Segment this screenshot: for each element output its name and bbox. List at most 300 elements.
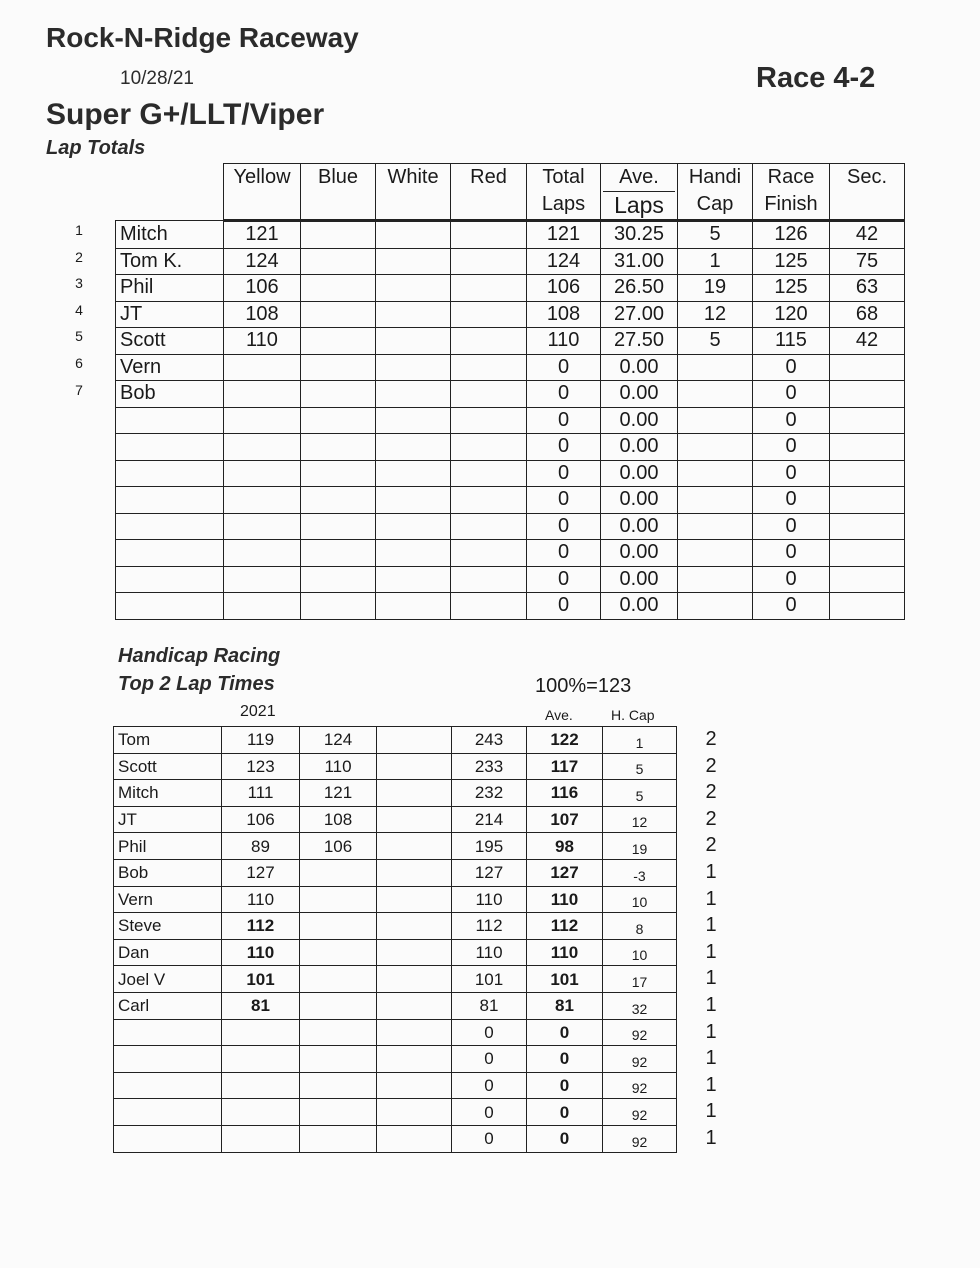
cell-total-laps: 110: [527, 328, 601, 355]
cell-average: 0: [527, 1019, 603, 1046]
cell-lap-2: 124: [300, 727, 377, 754]
cell-driver: Carl: [114, 992, 222, 1019]
cell-driver: [114, 1019, 222, 1046]
cell-yellow: [224, 381, 301, 408]
row-number: 4: [75, 301, 83, 318]
cell-yellow: [224, 407, 301, 434]
cell-sec: [830, 593, 905, 620]
cell-handicap: [678, 487, 753, 514]
cell-lap-3: [377, 1019, 452, 1046]
class-name: Super G+/LLT/Viper: [46, 98, 325, 131]
cell-average: 112: [527, 913, 603, 940]
cell-lap-1: 127: [222, 859, 300, 886]
cell-yellow: [224, 487, 301, 514]
cell-hcap: 92: [603, 1019, 677, 1046]
cell-yellow: [224, 593, 301, 620]
lap-totals-row: [116, 460, 905, 487]
cell-blue: [301, 248, 376, 275]
cell-blue: [301, 434, 376, 461]
cell-white: [376, 381, 451, 408]
cell-lap-1: [222, 1125, 300, 1152]
cell-total-laps: 0: [527, 354, 601, 381]
lap-totals-row: [116, 593, 905, 620]
cell-blue: [301, 275, 376, 302]
cell-lap-3: [377, 939, 452, 966]
cell-average: 116: [527, 780, 603, 807]
cell-blue: [301, 354, 376, 381]
cell-driver: [116, 540, 224, 567]
cell-driver: Phil: [114, 833, 222, 860]
handicap-row: [114, 1125, 677, 1152]
cell-race-finish: 0: [753, 460, 830, 487]
cell-driver: [114, 1072, 222, 1099]
cell-red: [451, 275, 527, 302]
cell-yellow: [224, 354, 301, 381]
cell-sec: [830, 487, 905, 514]
cell-driver: Phil: [116, 275, 224, 302]
cell-lap-2: 110: [300, 753, 377, 780]
cell-ave-laps: 0.00: [601, 513, 678, 540]
lap-totals-row: [116, 487, 905, 514]
cell-handicap: [678, 513, 753, 540]
cell-lap-1: [222, 1046, 300, 1073]
lap-count: 1: [705, 994, 717, 1016]
cell-handicap: 5: [678, 221, 753, 249]
cell-hcap: 17: [603, 966, 677, 993]
cell-driver: Mitch: [116, 221, 224, 249]
cell-hcap: 32: [603, 992, 677, 1019]
cell-white: [376, 566, 451, 593]
handicap-row: [114, 939, 677, 966]
cell-lap-3: [377, 753, 452, 780]
cell-sec: 63: [830, 275, 905, 302]
cell-average: 0: [527, 1046, 603, 1073]
cell-ave-laps: 0.00: [601, 593, 678, 620]
cell-yellow: 108: [224, 301, 301, 328]
cell-total-laps: 0: [527, 566, 601, 593]
col-total-laps-label: Laps: [541, 193, 586, 215]
cell-lap-3: [377, 1125, 452, 1152]
cell-total-laps: 0: [527, 593, 601, 620]
cell-hcap: 5: [603, 780, 677, 807]
cell-blue: [301, 513, 376, 540]
page-title: Rock-N-Ridge Raceway: [46, 22, 359, 53]
col-blue: Blue: [301, 164, 376, 221]
cell-yellow: [224, 434, 301, 461]
cell-driver: [116, 566, 224, 593]
cell-ave-laps: 27.50: [601, 328, 678, 355]
cell-red: [451, 513, 527, 540]
cell-driver: Bob: [114, 859, 222, 886]
cell-hcap: 92: [603, 1072, 677, 1099]
cell-ave-laps: 0.00: [601, 460, 678, 487]
lap-totals-row: [116, 540, 905, 567]
col-cap-label: Cap: [696, 193, 734, 215]
lap-totals-row: [116, 407, 905, 434]
cell-lap-2: [300, 1099, 377, 1126]
cell-yellow: 124: [224, 248, 301, 275]
lap-totals-row: [116, 566, 905, 593]
cell-lap-2: [300, 886, 377, 913]
cell-driver: JT: [116, 301, 224, 328]
lap-totals-row: [116, 301, 905, 328]
cell-ave-laps: 0.00: [601, 487, 678, 514]
cell-ave-laps: 0.00: [601, 540, 678, 567]
cell-average: 0: [527, 1125, 603, 1152]
cell-total-laps: 121: [527, 221, 601, 249]
cell-driver: [114, 1099, 222, 1126]
cell-lap-3: [377, 1046, 452, 1073]
col-total-laps: [527, 164, 601, 221]
cell-lap-1: [222, 1072, 300, 1099]
cell-race-finish: 126: [753, 221, 830, 249]
cell-race-finish: 0: [753, 381, 830, 408]
race-number: Race 4-2: [756, 62, 876, 94]
cell-ave-laps: 0.00: [601, 381, 678, 408]
cell-lap-2: [300, 1019, 377, 1046]
cell-sum: 110: [452, 939, 527, 966]
cell-blue: [301, 593, 376, 620]
cell-handicap: 1: [678, 248, 753, 275]
cell-driver: [116, 434, 224, 461]
cell-ave-laps: 0.00: [601, 566, 678, 593]
cell-white: [376, 513, 451, 540]
cell-total-laps: 106: [527, 275, 601, 302]
cell-red: [451, 354, 527, 381]
year-label: 2021: [240, 703, 276, 720]
cell-yellow: 110: [224, 328, 301, 355]
cell-lap-2: [300, 939, 377, 966]
col-handi-label: Handi: [688, 166, 742, 188]
race-date: 10/28/21: [120, 68, 194, 89]
cell-average: 0: [527, 1072, 603, 1099]
cell-handicap: [678, 460, 753, 487]
cell-average: 81: [527, 992, 603, 1019]
handicap-row: [114, 833, 677, 860]
cell-sec: [830, 460, 905, 487]
lap-totals-row: [116, 248, 905, 275]
row-number: 7: [75, 381, 83, 398]
cell-driver: [116, 513, 224, 540]
cell-lap-3: [377, 913, 452, 940]
cell-yellow: 121: [224, 221, 301, 249]
cell-race-finish: 125: [753, 248, 830, 275]
col-ave-laps-label: Laps: [614, 192, 664, 218]
cell-white: [376, 221, 451, 249]
cell-total-laps: 0: [527, 434, 601, 461]
cell-sec: [830, 540, 905, 567]
cell-handicap: [678, 540, 753, 567]
cell-driver: Vern: [114, 886, 222, 913]
col-sec: Sec.: [830, 164, 905, 221]
cell-handicap: [678, 381, 753, 408]
cell-sum: 110: [452, 886, 527, 913]
lap-count: 1: [705, 967, 717, 990]
cell-lap-1: 89: [222, 833, 300, 860]
cell-sum: 233: [452, 753, 527, 780]
cell-hcap: 92: [603, 1046, 677, 1073]
cell-sum: 0: [452, 1046, 527, 1073]
cell-driver: [116, 487, 224, 514]
lap-count: 2: [705, 807, 717, 830]
cell-hcap: 19: [603, 833, 677, 860]
cell-lap-1: 106: [222, 806, 300, 833]
lap-totals-row: [116, 513, 905, 540]
cell-sum: 81: [452, 992, 527, 1019]
cell-race-finish: 0: [753, 487, 830, 514]
cell-sum: 0: [452, 1019, 527, 1046]
cell-driver: Joel V: [114, 966, 222, 993]
cell-hcap: 5: [603, 753, 677, 780]
cell-red: [451, 540, 527, 567]
cell-average: 107: [527, 806, 603, 833]
cell-red: [451, 434, 527, 461]
cell-yellow: [224, 540, 301, 567]
section-title-handicap: Handicap Racing: [118, 645, 281, 667]
cell-handicap: 12: [678, 301, 753, 328]
cell-average: 127: [527, 859, 603, 886]
cell-blue: [301, 487, 376, 514]
cell-lap-2: [300, 913, 377, 940]
cell-average: 0: [527, 1099, 603, 1126]
cell-ave-laps: 0.00: [601, 354, 678, 381]
cell-white: [376, 301, 451, 328]
lap-count: 1: [705, 861, 717, 883]
cell-sec: [830, 407, 905, 434]
cell-driver: Tom K.: [116, 248, 224, 275]
cell-average: 122: [527, 727, 603, 754]
handicap-row: [114, 992, 677, 1019]
cell-lap-2: 106: [300, 833, 377, 860]
col-finish-label: Finish: [764, 193, 818, 215]
cell-sum: 0: [452, 1099, 527, 1126]
header-blank: [116, 164, 224, 221]
cell-lap-2: [300, 859, 377, 886]
col-total-label: Total: [542, 166, 585, 188]
section-title-lap-totals: Lap Totals: [46, 137, 146, 159]
cell-driver: [116, 593, 224, 620]
lap-totals-row: [116, 328, 905, 355]
cell-average: 117: [527, 753, 603, 780]
col-red: Red: [451, 164, 527, 221]
handicap-row: [114, 727, 677, 754]
col-ave-laps: [601, 164, 678, 221]
cell-ave-laps: 0.00: [601, 407, 678, 434]
handicap-row: [114, 966, 677, 993]
cell-lap-1: 101: [222, 966, 300, 993]
cell-lap-1: 112: [222, 913, 300, 940]
cell-ave-laps: 0.00: [601, 434, 678, 461]
cell-driver: Mitch: [114, 780, 222, 807]
cell-sec: [830, 513, 905, 540]
hcap-label: H. Cap: [611, 707, 655, 723]
cell-red: [451, 593, 527, 620]
cell-hcap: 12: [603, 806, 677, 833]
cell-average: 110: [527, 886, 603, 913]
cell-race-finish: 115: [753, 328, 830, 355]
lap-totals-row: [116, 434, 905, 461]
lap-totals-row: [116, 221, 905, 249]
handicap-row: [114, 780, 677, 807]
cell-average: 110: [527, 939, 603, 966]
lap-totals-table: [115, 163, 905, 620]
cell-red: [451, 381, 527, 408]
cell-sec: 42: [830, 221, 905, 249]
handicap-row: [114, 753, 677, 780]
cell-lap-2: [300, 966, 377, 993]
cell-lap-3: [377, 806, 452, 833]
cell-sec: [830, 354, 905, 381]
ave-label: Ave.: [545, 707, 573, 723]
cell-total-laps: 0: [527, 407, 601, 434]
cell-white: [376, 248, 451, 275]
cell-driver: Tom: [114, 727, 222, 754]
cell-lap-2: [300, 1046, 377, 1073]
cell-lap-2: 108: [300, 806, 377, 833]
cell-total-laps: 0: [527, 540, 601, 567]
cell-ave-laps: 30.25: [601, 221, 678, 249]
cell-driver: [114, 1046, 222, 1073]
col-race-label: Race: [767, 166, 815, 188]
cell-lap-1: [222, 1019, 300, 1046]
cell-red: [451, 407, 527, 434]
cell-driver: Bob: [116, 381, 224, 408]
cell-ave-laps: 26.50: [601, 275, 678, 302]
cell-race-finish: 0: [753, 540, 830, 567]
col-yellow: Yellow: [224, 164, 301, 221]
lap-totals-row: [116, 354, 905, 381]
cell-lap-3: [377, 1072, 452, 1099]
cell-lap-2: [300, 992, 377, 1019]
cell-red: [451, 301, 527, 328]
cell-lap-1: 119: [222, 727, 300, 754]
row-number: 2: [75, 248, 83, 265]
cell-handicap: [678, 354, 753, 381]
cell-red: [451, 248, 527, 275]
cell-sum: 0: [452, 1125, 527, 1152]
cell-race-finish: 0: [753, 434, 830, 461]
cell-red: [451, 328, 527, 355]
handicap-row: [114, 859, 677, 886]
cell-driver: Steve: [114, 913, 222, 940]
cell-red: [451, 460, 527, 487]
cell-white: [376, 275, 451, 302]
cell-white: [376, 593, 451, 620]
lap-count: 1: [705, 914, 717, 937]
cell-white: [376, 487, 451, 514]
cell-driver: [116, 407, 224, 434]
cell-lap-3: [377, 886, 452, 913]
cell-sum: 243: [452, 727, 527, 754]
cell-average: 101: [527, 966, 603, 993]
cell-lap-3: [377, 992, 452, 1019]
cell-handicap: [678, 407, 753, 434]
lap-totals-header-row: [116, 164, 905, 221]
cell-sum: 214: [452, 806, 527, 833]
cell-race-finish: 125: [753, 275, 830, 302]
cell-average: 98: [527, 833, 603, 860]
cell-driver: Scott: [116, 328, 224, 355]
cell-lap-1: [222, 1099, 300, 1126]
lap-count: 1: [705, 1127, 717, 1149]
cell-hcap: 10: [603, 939, 677, 966]
cell-red: [451, 487, 527, 514]
cell-yellow: [224, 460, 301, 487]
cell-race-finish: 0: [753, 354, 830, 381]
cell-sum: 232: [452, 780, 527, 807]
cell-hcap: 10: [603, 886, 677, 913]
cell-total-laps: 0: [527, 460, 601, 487]
lap-count: 2: [705, 834, 717, 857]
cell-lap-1: 110: [222, 886, 300, 913]
cell-handicap: [678, 434, 753, 461]
cell-total-laps: 0: [527, 513, 601, 540]
section-subtitle-top2: Top 2 Lap Times: [118, 673, 275, 695]
handicap-row: [114, 886, 677, 913]
row-number: 6: [75, 355, 83, 371]
cell-handicap: 19: [678, 275, 753, 302]
cell-race-finish: 120: [753, 301, 830, 328]
cell-race-finish: 0: [753, 407, 830, 434]
cell-sum: 195: [452, 833, 527, 860]
cell-lap-3: [377, 966, 452, 993]
cell-lap-3: [377, 859, 452, 886]
lap-count: 1: [705, 1073, 717, 1096]
cell-white: [376, 460, 451, 487]
cell-driver: [116, 460, 224, 487]
cell-white: [376, 434, 451, 461]
handicap-row: [114, 913, 677, 940]
cell-blue: [301, 328, 376, 355]
cell-lap-3: [377, 727, 452, 754]
cell-handicap: [678, 593, 753, 620]
cell-driver: Scott: [114, 753, 222, 780]
cell-hcap: 92: [603, 1099, 677, 1126]
handicap-table: [113, 726, 677, 1153]
cell-handicap: [678, 566, 753, 593]
cell-lap-2: [300, 1072, 377, 1099]
cell-red: [451, 221, 527, 249]
lap-count: 2: [705, 781, 717, 804]
cell-sec: 68: [830, 301, 905, 328]
cell-sum: 101: [452, 966, 527, 993]
cell-blue: [301, 301, 376, 328]
col-race-finish: [753, 164, 830, 221]
lap-count: 1: [705, 1047, 717, 1070]
cell-race-finish: 0: [753, 513, 830, 540]
cell-lap-1: 123: [222, 753, 300, 780]
row-number: 5: [75, 328, 83, 345]
lap-count: 2: [705, 754, 717, 777]
lap-count: 1: [705, 1100, 717, 1123]
pct-label: 100%=123: [535, 675, 632, 697]
cell-driver: [114, 1125, 222, 1152]
cell-lap-3: [377, 833, 452, 860]
lap-count: 1: [705, 887, 717, 910]
cell-lap-1: 81: [222, 992, 300, 1019]
cell-sec: [830, 566, 905, 593]
cell-lap-3: [377, 1099, 452, 1126]
col-ave-label: Ave.: [603, 164, 675, 192]
cell-hcap: 92: [603, 1125, 677, 1152]
cell-white: [376, 354, 451, 381]
cell-lap-3: [377, 780, 452, 807]
cell-total-laps: 108: [527, 301, 601, 328]
cell-sum: 127: [452, 859, 527, 886]
cell-lap-2: [300, 1125, 377, 1152]
cell-blue: [301, 381, 376, 408]
cell-sum: 112: [452, 913, 527, 940]
